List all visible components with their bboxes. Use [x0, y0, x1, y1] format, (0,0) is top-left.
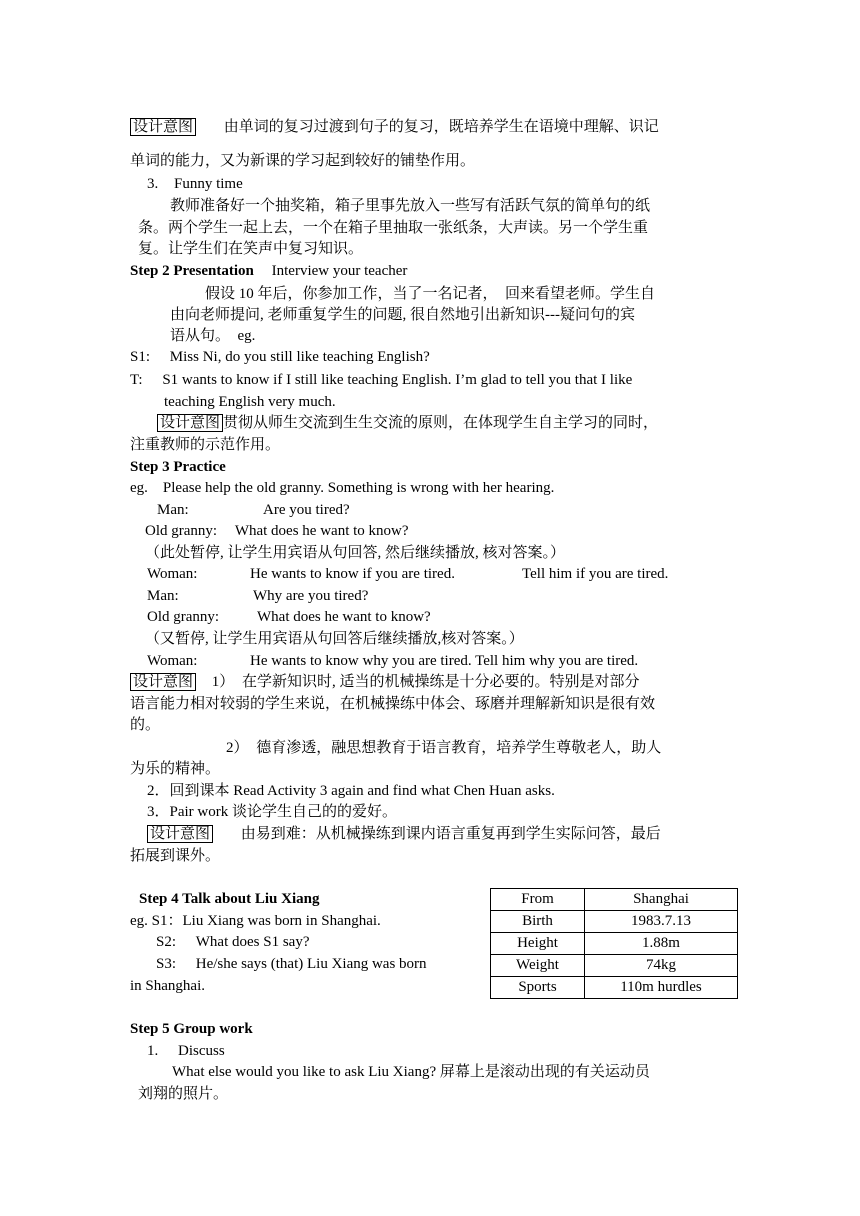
table-row [491, 889, 738, 911]
speaker: T: [130, 372, 143, 388]
intent-line: 2） 德育渗透，融思想教育于语言教育，培养学生尊敬老人，助人 [226, 740, 662, 756]
intent-line-1 [130, 117, 659, 137]
paragraph-line: 语从句。 eg. [170, 328, 256, 344]
note-line: （又暂停, 让学生用宾语从句回答后继续播放,核对答案。） [145, 631, 524, 647]
intent-line: 设计意图 由易到难：从机械操练到课内语言重复再到学生实际问答，最后 [147, 824, 661, 844]
speaker: S1: [130, 349, 151, 365]
table-cell-value: 74kg [585, 955, 738, 977]
intent-label-box: 设计意图 [130, 118, 196, 136]
table-row [491, 933, 738, 955]
step5-heading: Step 5 Group work [130, 1021, 253, 1037]
note-line: （此处暂停, 让学生用宾语从句回答, 然后继续播放, 核对答案。） [145, 545, 566, 561]
paragraph-line: 复。让学生们在笑声中复习知识。 [138, 241, 364, 257]
list-item: 1. Discuss [147, 1043, 225, 1059]
paragraph-line: 由向老师提问, 老师重复学生的问题, 很自然地引出新知识---疑问句的宾 [170, 307, 635, 323]
dialogue-line: S1: Miss Ni, do you still like teaching English? [130, 349, 430, 365]
dialogue-line: Woman: He wants to know if you are tired. Tell him if you are tired. [147, 566, 669, 582]
step2-heading: Step 2 Presentation [130, 263, 254, 279]
dialogue-line: Woman: He wants to know why you are tired. Tell him why you are tired. [147, 653, 639, 669]
dialogue-line: Man: Are you tired? [157, 502, 350, 518]
intent-label-box: 设计意图 [157, 414, 223, 432]
intent-text: 的。 [130, 717, 161, 733]
step3-heading: Step 3 Practice [130, 459, 226, 475]
table-cell-label: Weight [491, 955, 585, 977]
intent-label-box: 设计意图 [130, 673, 196, 691]
intent-line: 设计意图 1） 在学新知识时, 适当的机械操练是十分必要的。特别是对部分 [130, 672, 640, 692]
list-item: 2．回到课本 Read Activity 3 again and find what Chen Huan asks. [147, 783, 555, 799]
dialogue-line: S3: He/she says (that) Liu Xiang was born [156, 956, 427, 972]
intent-text: 单词的能力，又为新课的学习起到较好的铺垫作用。 [130, 153, 476, 169]
table-cell-label: Sports [491, 977, 585, 999]
dialogue-line: S2: What does S1 say? [156, 934, 310, 950]
example-line: eg. S1：Liu Xiang was born in Shanghai. [130, 913, 381, 929]
table-row [491, 955, 738, 977]
example-line: eg. Please help the old granny. Something is wrong with her hearing. [130, 480, 555, 496]
item-3-heading: 3. Funny time [147, 176, 243, 192]
intent-line: 设计意图 贯彻从师生交流到生生交流的原则，在体现学生自主学习的同时， [157, 413, 658, 433]
intent-text: 注重教师的示范作用。 [130, 437, 281, 453]
paragraph-line: 刘翔的照片。 [138, 1086, 229, 1102]
intent-text: 拓展到课外。 [130, 848, 221, 864]
table-cell-label: From [491, 889, 585, 911]
table-cell-value: Shanghai [585, 889, 738, 911]
paragraph-line: 条。两个学生一起上去，一个在箱子里抽取一张纸条，大声读。另一个学生重 [138, 220, 649, 236]
table-row [491, 911, 738, 933]
dialogue-line: Old granny: What does he want to know? [145, 523, 409, 539]
table-cell-value: 1.88m [585, 933, 738, 955]
table-cell-value: 1983.7.13 [585, 911, 738, 933]
dialogue-line: Old granny: What does he want to know? [147, 609, 431, 625]
paragraph-line: What else would you like to ask Liu Xiang? 屏幕上是滚动出现的有关运动员 [172, 1064, 650, 1080]
paragraph-line: 教师准备好一个抽奖箱，箱子里事先放入一些写有活跃气氛的简单句的纸 [170, 198, 651, 214]
intent-text: 为乐的精神。 [130, 761, 221, 777]
intent-label-box: 设计意图 [147, 825, 213, 843]
dialogue-line: T: S1 wants to know if I still like teaching English. I’m glad to tell you that I like [130, 372, 633, 388]
table-cell-value: 110m hurdles [585, 977, 738, 999]
table-cell-label: Height [491, 933, 585, 955]
table-row [491, 977, 738, 999]
intent-text: 语言能力相对较弱的学生来说，在机械操练中体会、琢磨并理解新知识是很有效 [130, 696, 656, 712]
dialogue-line: in Shanghai. [130, 978, 205, 994]
list-item: 3．Pair work 谈论学生自己的的爱好。 [147, 804, 397, 820]
intent-text: 由单词的复习过渡到句子的复习，既培养学生在语境中理解、识记 [223, 119, 659, 135]
table-cell-label: Birth [491, 911, 585, 933]
step4-heading: Step 4 Talk about Liu Xiang [139, 891, 320, 907]
dialogue-line: Man: Why are you tired? [147, 588, 369, 604]
liu-xiang-info-table [490, 888, 738, 999]
step2-heading-line [130, 261, 407, 281]
paragraph-line: 假设 10 年后，你参加工作，当了一名记者， 回来看望老师。学生自 [205, 286, 656, 302]
step2-subtitle: Interview your teacher [271, 263, 408, 279]
dialogue-line: teaching English very much. [164, 394, 336, 410]
